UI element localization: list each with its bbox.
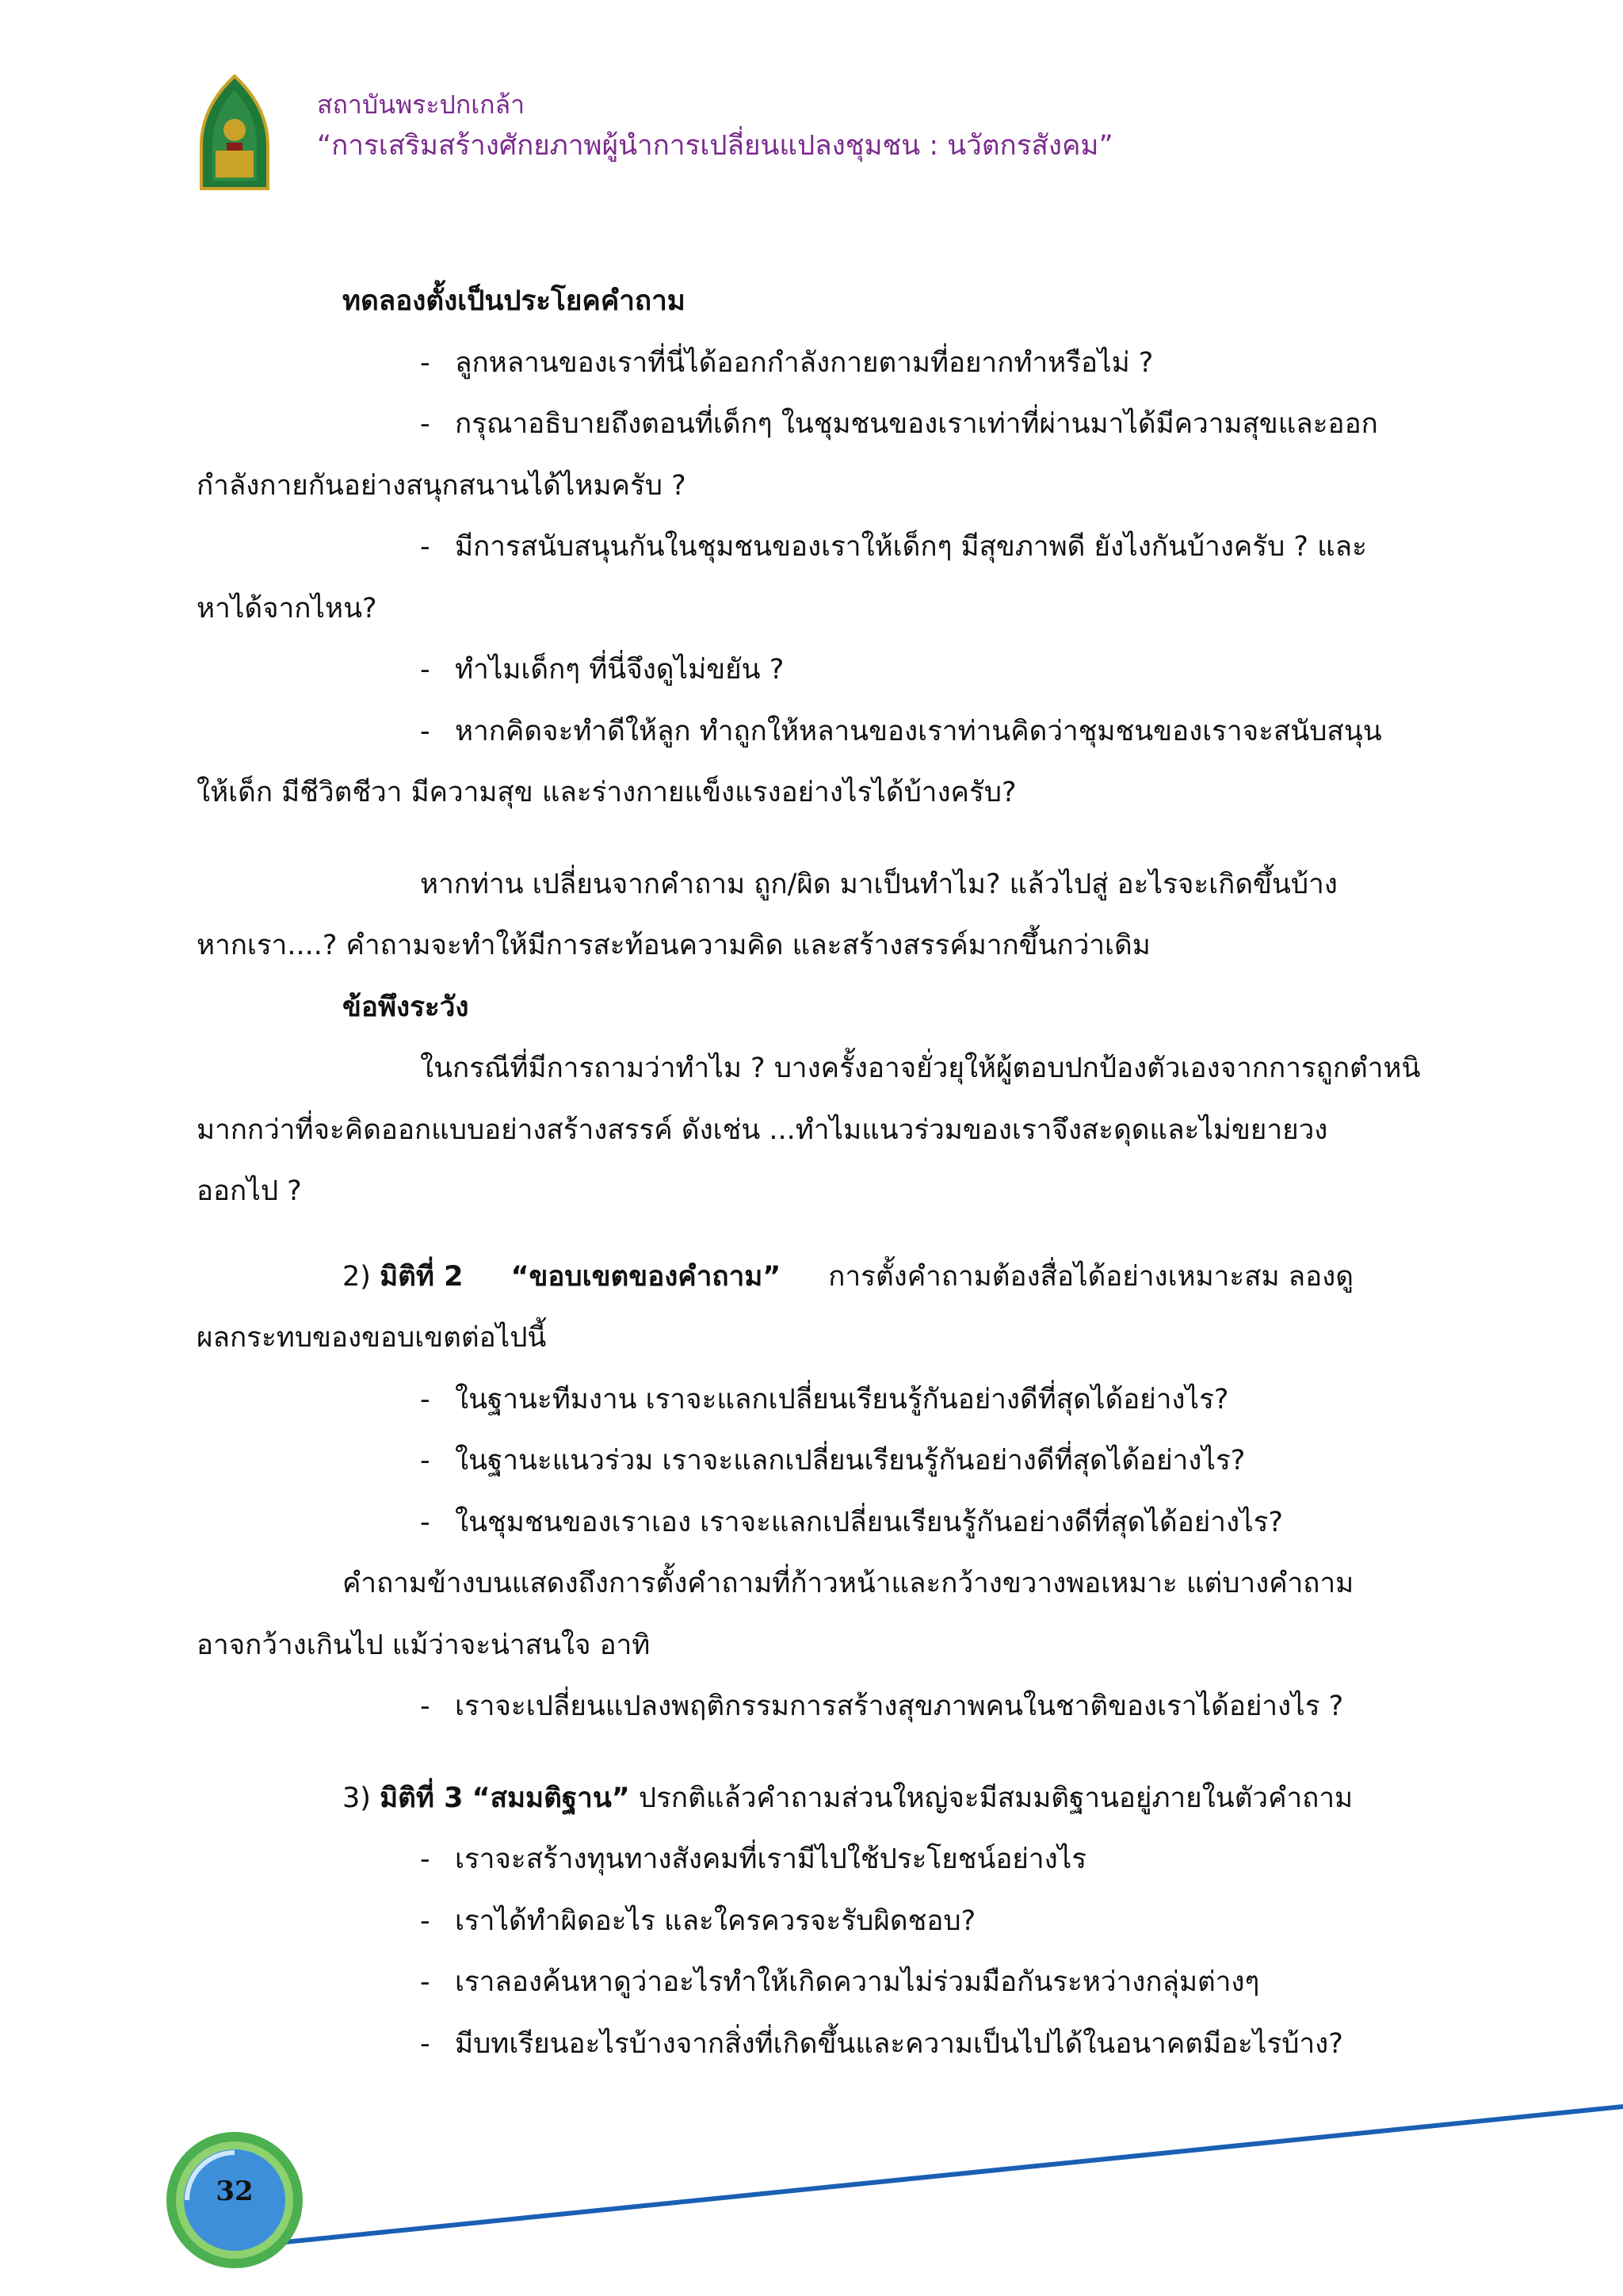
paragraph-line: หากเรา....? คำถามจะทำให้มีการสะท้อนความคิด และสร้างสรรค์มากขึ้นกว่าเดิม <box>197 930 1151 961</box>
list-item: - มีการสนับสนุนกันในชุมชนของเราให้เด็กๆ มีสุขภาพดี ยังไงกันบ้างครับ ? และ <box>197 517 1377 579</box>
bullet-dash: - <box>420 408 430 440</box>
paragraph-line: อาจกว้างเกินไป แม้ว่าจะน่าสนใจ อาทิ <box>197 1629 651 1661</box>
list-item: - กรุณาอธิบายถึงตอนที่เด็กๆ ในชุมชนของเราเท่าที่ผ่านมาได้มีความสุขและออก <box>197 394 1377 456</box>
list-item-continuation: หาได้จากไหน? <box>197 592 377 625</box>
page-body <box>197 271 1421 2075</box>
list-item: - เราลองค้นหาดูว่าอะไรทำให้เกิดความไม่ร่วมมือกันระหว่างกลุ่มต่างๆ <box>197 1952 1377 2014</box>
list-item: - ลูกหลานของเราที่นี่ได้ออกกำลังกายตามที่อยากทำหรือไม่ ? <box>197 333 1377 395</box>
paragraph-line: ผลกระทบของขอบเขตต่อไปนี้ <box>197 1322 547 1354</box>
bullet-dash: - <box>420 1690 430 1722</box>
list-item: - หากคิดจะทำดีให้ลูก ทำถูกให้หลานของเราท่านคิดว่าชุมชนของเราจะสนับสนุน <box>197 701 1377 763</box>
list-item: - ในฐานะแนวร่วม เราจะแลกเปลี่ยนเรียนรู้กันอย่างดีที่สุดได้อย่างไร? <box>197 1431 1377 1492</box>
paragraph-line: หากท่าน เปลี่ยนจากคำถาม ถูก/ผิด มาเป็นทำไม? แล้วไปสู่ อะไรจะเกิดขึ้นบ้าง <box>420 868 1338 900</box>
dimension-heading: 3) มิติที่ 3 “สมมติฐาน” ปรกติแล้วคำถามส่วนใหญ่จะมีสมมติฐานอยู่ภายในตัวคำถาม <box>342 1782 1354 1814</box>
bullet-dash: - <box>420 1966 430 1998</box>
paragraph-line: ในกรณีที่มีการถามว่าทำไม ? บางครั้งอาจยั่วยุให้ผู้ตอบปกป้องตัวเองจากการถูกตำหนิ <box>420 1052 1421 1084</box>
list-item: - เราจะสร้างทุนทางสังคมที่เรามีไปใช้ประโยชน์อย่างไร <box>197 1829 1377 1891</box>
organization-name: สถาบันพระปกเกล้า <box>317 90 525 120</box>
bullet-dash: - <box>420 1383 430 1415</box>
list-item: - ในชุมชนของเราเอง เราจะแลกเปลี่ยนเรียนรู้กันอย่างดีที่สุดได้อย่างไร? <box>197 1492 1377 1554</box>
bullet-dash: - <box>420 654 430 686</box>
section-heading: ทดลองตั้งเป็นประโยคคำถาม <box>342 285 685 317</box>
bullet-dash: - <box>420 2027 430 2060</box>
list-item: - ในฐานะทีมงาน เราจะแลกเปลี่ยนเรียนรู้กันอย่างดีที่สุดได้อย่างไร? <box>197 1370 1377 1431</box>
list-item: - เราได้ทำผิดอะไร และใครควรจะรับผิดชอบ? <box>197 1891 1377 1953</box>
section-heading: ข้อพึงระวัง <box>342 991 469 1023</box>
page-number: 32 <box>216 2176 254 2207</box>
list-item-continuation: ให้เด็ก มีชีวิตชีวา มีความสุข และร่างกายแข็งแรงอย่างไรได้บ้างครับ? <box>197 777 1017 808</box>
bullet-dash: - <box>420 1506 430 1538</box>
dimension-heading: 2) มิติที่ 2 “ขอบเขตของคำถาม” การตั้งคำถามต้องสื่อได้อย่างเหมาะสม ลองดู <box>342 1260 1354 1293</box>
bullet-dash: - <box>420 1904 430 1937</box>
list-item-continuation: กำลังกายกันอย่างสนุกสนานได้ไหมครับ ? <box>197 469 686 502</box>
bullet-dash: - <box>420 531 430 563</box>
list-item: - ทำไมเด็กๆ ที่นี่จึงดูไม่ขยัน ? <box>197 640 1377 701</box>
bullet-dash: - <box>420 1445 430 1477</box>
list-item: - เราจะเปลี่ยนแปลงพฤติกรรมการสร้างสุขภาพคนในชาติของเราได้อย่างไร ? <box>197 1676 1377 1738</box>
bullet-dash: - <box>420 1843 430 1875</box>
list-item: - มีบทเรียนอะไรบ้างจากสิ่งที่เกิดขึ้นและความเป็นไปได้ในอนาคตมีอะไรบ้าง? <box>197 2014 1377 2076</box>
document-title: “การเสริมสร้างศักยภาพผู้นำการเปลี่ยนแปลงชุมชน : นวัตกรสังคม” <box>317 130 1113 162</box>
paragraph-line: ออกไป ? <box>197 1175 302 1207</box>
bullet-dash: - <box>420 715 430 747</box>
paragraph-line: มากกว่าที่จะคิดออกแบบอย่างสร้างสรรค์ ดังเช่น ...ทำไมแนวร่วมของเราจึงสะดุดและไม่ขยายวง <box>197 1114 1328 1146</box>
footer-line <box>262 2107 1623 2244</box>
institute-emblem-icon <box>197 73 273 192</box>
paragraph-line: คำถามข้างบนแสดงถึงการตั้งคำถามที่ก้าวหน้าและกว้างขวางพอเหมาะ แต่บางคำถาม <box>342 1568 1354 1599</box>
bullet-dash: - <box>420 346 430 379</box>
header <box>317 86 1113 168</box>
